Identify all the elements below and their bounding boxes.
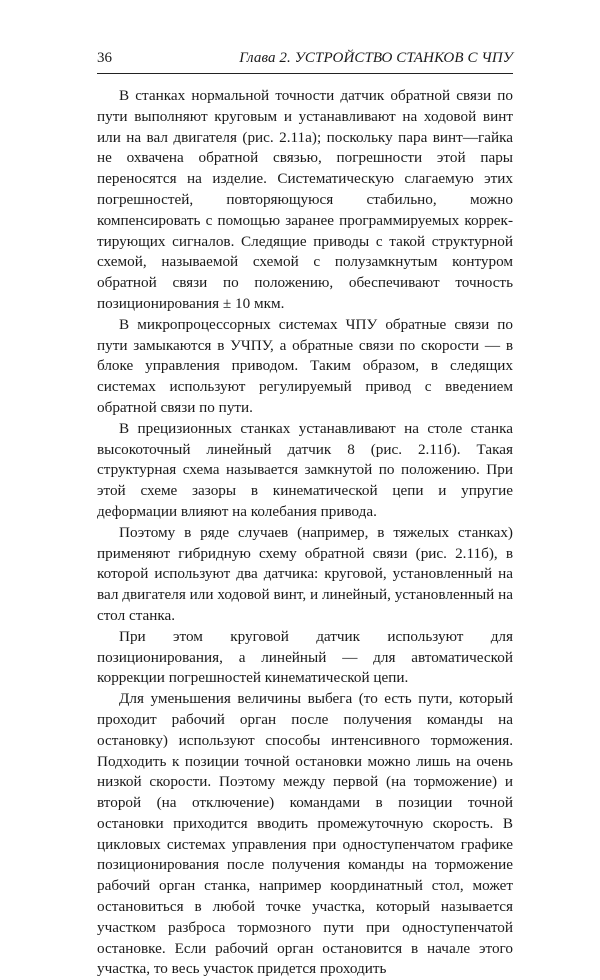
paragraph-6: Для уменьшения величины выбега (то есть пути, который проходит рабочий орган после получения команды на остановку) используют способы интенсивного торможения. Подходить к позиции точной остановки можно лишь на очень низкой скорости. Поэтому между первой (на торможение) и второй (на отключение) командами в позиции точной остановки приходится вводить промежуточную скорость. В цикловых системах управления при одноступенчатом графике позиционирования после получения команды на торможение рабочий орган станка, например координатный стол, может остановиться в любой точке участка, который называется участком разброса тормозного пути при одноступенчатой остановке. Если рабочий орган остановится в начале этого участка, то весь участок придется проходить <box>97 690 513 978</box>
paragraph-3: В прецизионных станках устанавливают на столе станка высокоточный линейный датчик 8 (рис. 2.11б). Такая структурная схема называется замкнутой по положению. При этой схеме зазоры в кинематической цепи и упругие деформации влияют на колебания привода. <box>97 419 513 520</box>
body-text <box>97 86 513 980</box>
page-number: 36 <box>97 50 112 66</box>
paragraph-2: В микропроцессорных системах ЧПУ обратные связи по пути замыкаются в УЧПУ, а обратные связи по скорости — в блоке управления приводом. Таким образом, в следящих системах используют регулируемый привод с введением обратной связи по пути. <box>97 315 513 416</box>
header-rule <box>97 73 513 74</box>
paragraph-4: Поэтому в ряде случаев (например, в тяжелых станках) применяют гибридную схему обратной связи (рис. 2.11б), в которой используют два датчика: круговой, установленный на вал двигателя или ходовой винт, и линейный, установленный на стол станка. <box>97 523 513 624</box>
running-header <box>97 46 513 68</box>
paragraph-5: При этом круговой датчик используют для позиционирования, а линейный — для автоматической коррекции погрешностей кинематической цепи. <box>97 627 513 687</box>
paragraph-1: В станках нормальной точности датчик обратной связи по пути выполняют круговым и устанавливают на ходовой винт или на вал двигателя (рис. 2.11а); поскольку пара винт—гайка не охвачена обратной связью, погрешности этой пары переносятся на изделие. Систематическую слагаемую этих погрешностей, повторяющуюся стабильно, можно компенсировать с помощью заранее программируемых корректирующих сигналов. Следящие приводы с такой структурной схемой, называемой схемой с полузамкнутым контуром обратной связи по положению, обеспечивают точность позиционирования ± 10 мкм. <box>97 87 513 312</box>
chapter-title: Глава 2. УСТРОЙСТВО СТАНКОВ С ЧПУ <box>239 50 513 66</box>
